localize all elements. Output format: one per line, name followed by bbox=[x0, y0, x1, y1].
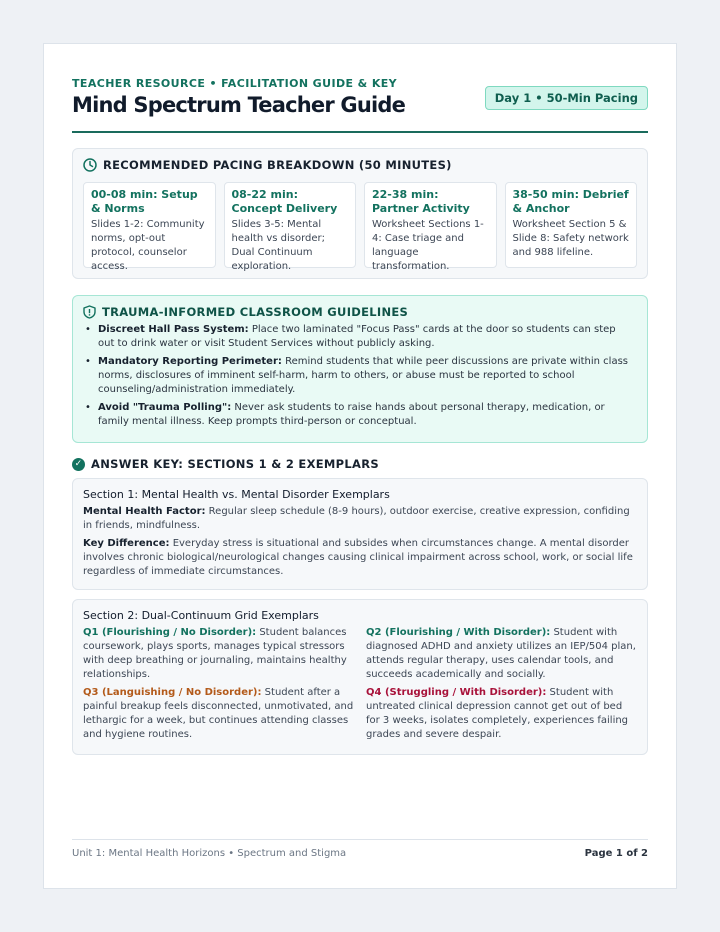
pacing-heading-text: RECOMMENDED PACING BREAKDOWN (50 MINUTES) bbox=[103, 158, 452, 172]
page-number: Page 1 of 2 bbox=[584, 848, 648, 859]
pacing-card bbox=[83, 182, 216, 272]
pacing-card bbox=[224, 182, 357, 272]
pacing-heading bbox=[83, 158, 452, 172]
guideline-label: Avoid "Trauma Polling": bbox=[98, 402, 232, 413]
page-title: Mind Spectrum Teacher Guide bbox=[72, 93, 406, 117]
guidelines-panel bbox=[72, 295, 648, 443]
q3-label: Q3 (Languishing / No Disorder): bbox=[83, 687, 262, 698]
pacing-card-title: 38-50 min: Debrief & Anchor bbox=[512, 188, 629, 215]
check-icon: ✓ bbox=[72, 458, 85, 471]
section1-title: Section 1: Mental Health vs. Mental Disorder Exemplars bbox=[83, 488, 390, 501]
document-page bbox=[43, 43, 677, 889]
dual-continuum-grid bbox=[83, 626, 637, 742]
q2-label: Q2 (Flourishing / With Disorder): bbox=[366, 627, 551, 638]
list-item bbox=[83, 323, 635, 351]
guidelines-heading-text: TRAUMA-INFORMED CLASSROOM GUIDELINES bbox=[102, 305, 409, 319]
section2-panel bbox=[72, 599, 648, 755]
pacing-card-desc: Slides 3-5: Mental health vs disorder; Dual Continuum exploration. bbox=[231, 219, 326, 272]
answer-key-heading bbox=[72, 457, 379, 471]
difference-text: Everyday stress is situational and subsides when circumstances change. A mental disorder involves chronic biological/neurological changes causing clinical impairment across school, work, or social life regardless of immediate circumstances. bbox=[83, 538, 633, 577]
factor-text: Regular sleep schedule (8-9 hours), outdoor exercise, creative expression, confiding in friends, mindfulness. bbox=[83, 506, 630, 531]
section1-panel bbox=[72, 478, 648, 590]
list-item bbox=[83, 401, 635, 429]
q4-text: Student with untreated clinical depression cannot get out of bed for 3 weeks, isolates completely, experiences failing grades and severe despair. bbox=[366, 687, 629, 740]
quadrant-q1 bbox=[83, 626, 354, 682]
pacing-card-desc: Slides 1-2: Community norms, opt-out protocol, counselor access. bbox=[91, 219, 205, 272]
pacing-card-desc: Worksheet Sections 1-4: Case triage and language transformation. bbox=[372, 219, 484, 272]
answer-key-heading-text: ANSWER KEY: SECTIONS 1 & 2 EXEMPLARS bbox=[91, 457, 379, 471]
guideline-label: Mandatory Reporting Perimeter: bbox=[98, 356, 282, 367]
section1-difference bbox=[83, 537, 637, 579]
clock-icon bbox=[83, 158, 97, 172]
quadrant-q2 bbox=[366, 626, 637, 682]
pacing-badge: Day 1 • 50-Min Pacing bbox=[485, 86, 648, 110]
q1-label: Q1 (Flourishing / No Disorder): bbox=[83, 627, 257, 638]
shield-icon bbox=[83, 305, 96, 319]
quadrant-q4 bbox=[366, 686, 637, 742]
q1-text: Student balances coursework, plays sports, manages typical stressors with deep breathing or journaling, maintains healthy relationships. bbox=[83, 627, 347, 680]
section1-factor bbox=[83, 505, 637, 533]
section2-title: Section 2: Dual-Continuum Grid Exemplars bbox=[83, 609, 319, 622]
pacing-card bbox=[505, 182, 638, 268]
pacing-card-title: 08-22 min: Concept Delivery bbox=[231, 188, 338, 215]
eyebrow-label: TEACHER RESOURCE • FACILITATION GUIDE & KEY bbox=[72, 77, 398, 90]
guideline-text: Never ask students to raise hands about personal therapy, medication, or family mental illness. Keep prompts third-person or conceptual. bbox=[98, 402, 605, 427]
guidelines-list bbox=[83, 323, 635, 433]
header-divider bbox=[72, 131, 648, 133]
pacing-panel bbox=[72, 148, 648, 279]
quadrant-q3 bbox=[83, 686, 354, 742]
guideline-label: Discreet Hall Pass System: bbox=[98, 324, 249, 335]
q2-text: Student with diagnosed ADHD and anxiety utilizes an IEP/504 plan, attends regular therapy, uses calendar tools, and succeeds academically and socially. bbox=[366, 627, 636, 680]
difference-label: Key Difference: bbox=[83, 538, 170, 549]
pacing-card-title: 22-38 min: Partner Activity bbox=[372, 188, 470, 215]
guideline-text: Place two laminated "Focus Pass" cards at the door so students can step out to drink water or visit Student Services without publicly asking. bbox=[98, 324, 616, 349]
q4-label: Q4 (Struggling / With Disorder): bbox=[366, 687, 547, 698]
factor-label: Mental Health Factor: bbox=[83, 506, 206, 517]
guideline-text: Remind students that while peer discussions are private within class norms, disclosures of imminent self-harm, harm to others, or abuse must be reported to school counseling/administration immediately. bbox=[98, 356, 628, 395]
footer-divider bbox=[72, 839, 648, 840]
footer-unit: Unit 1: Mental Health Horizons • Spectrum and Stigma bbox=[72, 848, 347, 859]
q3-text: Student after a painful breakup feels disconnected, unmotivated, and lethargic for a week, but continues attending classes and hygiene routines. bbox=[83, 687, 354, 740]
pacing-card-title: 00-08 min: Setup & Norms bbox=[91, 188, 198, 215]
guidelines-heading bbox=[83, 305, 408, 319]
pacing-card bbox=[364, 182, 497, 272]
list-item bbox=[83, 355, 635, 397]
pacing-card-desc: Worksheet Section 5 & Slide 8: Safety network and 988 lifeline. bbox=[512, 219, 629, 258]
